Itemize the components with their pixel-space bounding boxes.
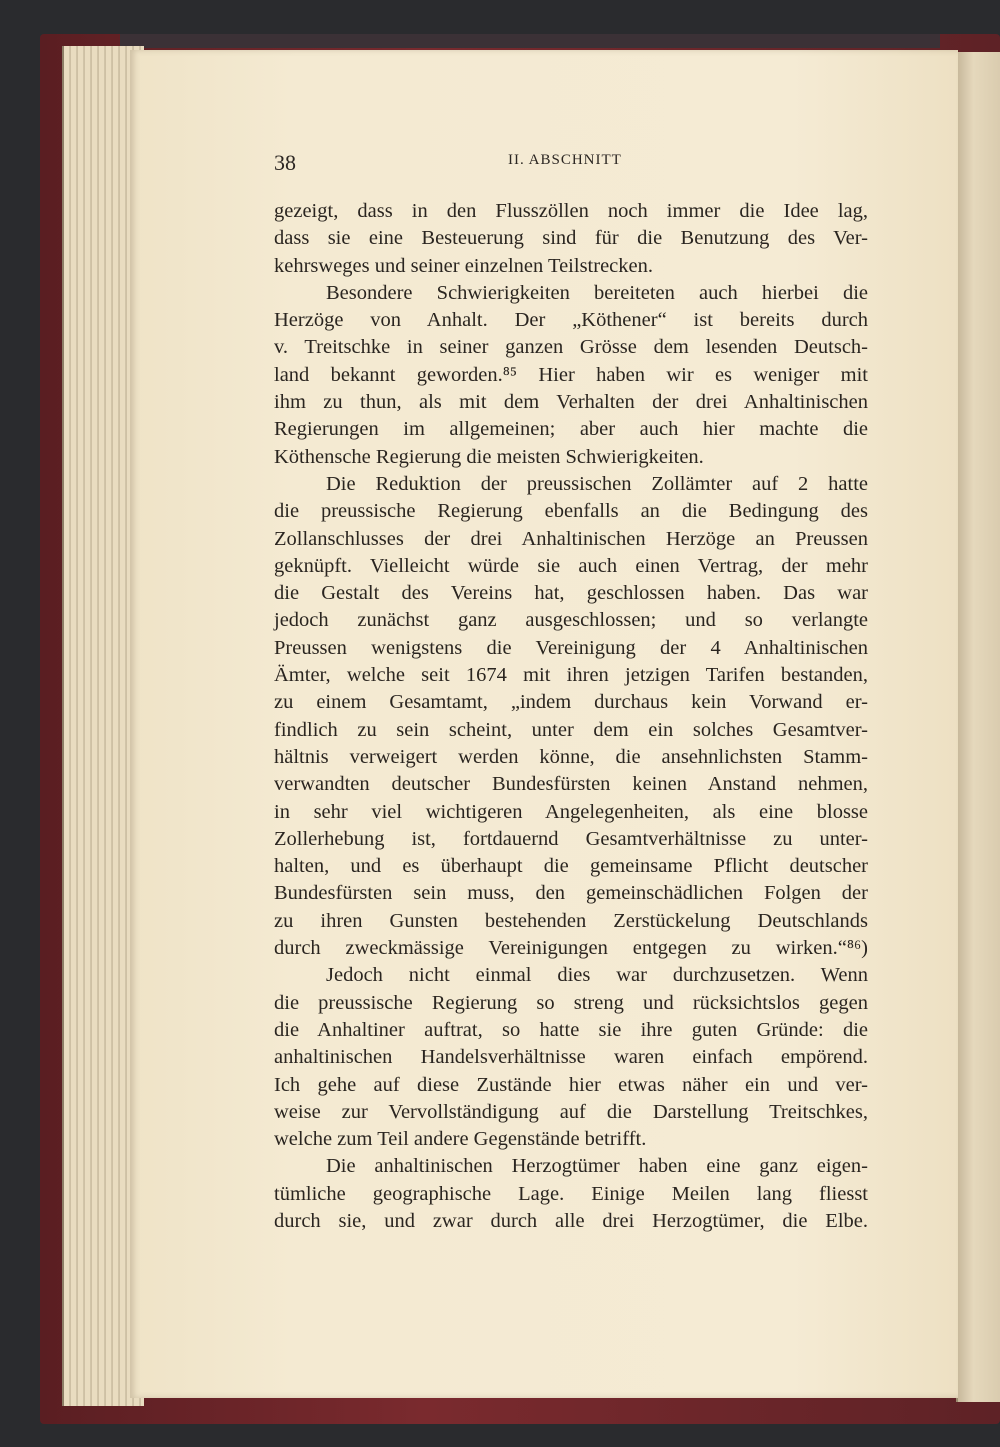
text-line: die preussische Regierung so streng und rücksichtslos gegen: [274, 991, 868, 1014]
text-line: halten, und es überhaupt die gemeinsame Pflicht deutscher: [274, 855, 868, 878]
text-line: Ich gehe auf diese Zustände hier etwas näher ein und ver-: [274, 1073, 868, 1096]
text-line: land bekannt geworden.⁸⁵ Hier haben wir es weniger mit: [274, 363, 868, 386]
text-line: Zollerhebung ist, fortdauernd Gesamtverhältnisse zu unter-: [274, 827, 868, 850]
text-line: Jedoch nicht einmal dies war durchzusetzen. Wenn: [326, 964, 868, 987]
text-line: Köthensche Regierung die meisten Schwierigkeiten.: [274, 445, 704, 468]
text-line: anhaltinischen Handelsverhältnisse waren einfach empörend.: [274, 1046, 868, 1069]
body-text: [274, 198, 868, 1235]
running-head: II. ABSCHNITT: [508, 152, 622, 168]
text-line: Ämter, welche seit 1674 mit ihren jetzigen Tarifen bestanden,: [274, 664, 868, 687]
text-line: Bundesfürsten sein muss, den gemeinschädlichen Folgen der: [274, 882, 868, 905]
text-line: Zollanschlusses der drei Anhaltinischen Herzöge an Preussen: [274, 527, 868, 550]
text-line: v. Treitschke in seiner ganzen Grösse dem lesenden Deutsch-: [274, 336, 868, 359]
text-line: tümliche geographische Lage. Einige Meilen lang fliesst: [274, 1182, 868, 1205]
text-line: die Anhaltiner auftrat, so hatte sie ihre guten Gründe: die: [274, 1018, 868, 1041]
text-line: welche zum Teil andere Gegenstände betrifft.: [274, 1128, 647, 1151]
text-line: Die Reduktion der preussischen Zollämter auf 2 hatte: [326, 472, 868, 495]
text-line: zu einem Gesamtamt, „indem durchaus kein Vorwand er-: [274, 691, 868, 714]
text-line: zu ihren Gunsten bestehenden Zerstückelung Deutschlands: [274, 909, 868, 932]
text-line: gezeigt, dass in den Flusszöllen noch immer die Idee lag,: [274, 200, 868, 222]
text-line: durch sie, und zwar durch alle drei Herzogtümer, die Elbe.: [274, 1209, 868, 1232]
page-edge-right: [956, 52, 1000, 1402]
text-line: hältnis verweigert werden könne, die ansehnlichsten Stamm-: [274, 745, 868, 768]
text-line: die preussische Regierung ebenfalls an die Bedingung des: [274, 500, 868, 523]
text-line: geknüpft. Vielleicht würde sie auch einen Vertrag, der mehr: [274, 554, 868, 577]
text-line: die Gestalt des Vereins hat, geschlossen haben. Das war: [274, 582, 868, 605]
text-line: Besondere Schwierigkeiten bereiteten auch hierbei die: [326, 281, 868, 304]
text-line: in sehr viel wichtigeren Angelegenheiten, als eine blosse: [274, 800, 868, 823]
text-line: verwandten deutscher Bundesfürsten keinen Anstand nehmen,: [274, 773, 868, 796]
text-line: jedoch zunächst ganz ausgeschlossen; und so verlangte: [274, 609, 868, 632]
text-line: kehrsweges und seiner einzelnen Teilstrecken.: [274, 254, 653, 277]
text-line: findlich zu sein scheint, unter dem ein solches Gesamtver-: [274, 718, 868, 741]
text-line: Die anhaltinischen Herzogtümer haben eine ganz eigen-: [326, 1155, 868, 1178]
book-cover-top-edge: [120, 34, 940, 48]
text-line: Herzöge von Anhalt. Der „Köthener“ ist bereits durch: [274, 309, 868, 332]
text-line: dass sie eine Besteuerung sind für die Benutzung des Ver-: [274, 227, 868, 250]
text-line: ihm zu thun, als mit dem Verhalten der drei Anhaltinischen: [274, 391, 868, 414]
page-number: 38: [274, 150, 296, 175]
text-line: weise zur Vervollständigung auf die Darstellung Treitschkes,: [274, 1100, 868, 1123]
text-line: durch zweckmässige Vereinigungen entgegen zu wirken.“⁸⁶): [274, 937, 868, 960]
text-line: Preussen wenigstens die Vereinigung der 4 Anhaltinischen: [274, 636, 868, 659]
text-line: Regierungen im allgemeinen; aber auch hier machte die: [274, 418, 868, 441]
